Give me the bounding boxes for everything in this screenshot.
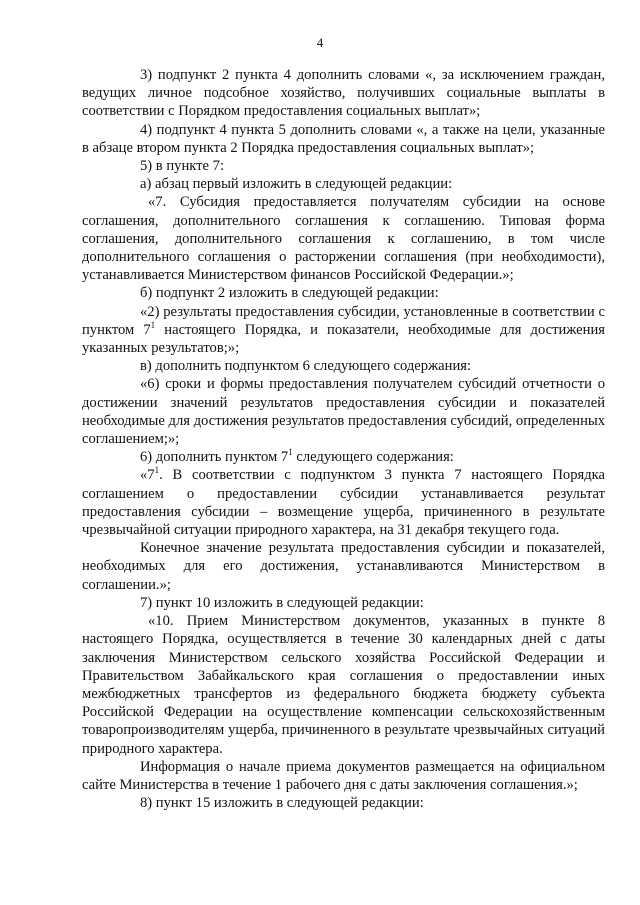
paragraph-information: Информация о начале приема документов размещается на официальном сайте Министерства в течение 1 рабочего дня с даты заключения соглашения.»; xyxy=(82,758,605,793)
quoted-subpoint-2-text: «2) результаты предоставления субсидии, установленные в соответствии с пунктом 7 xyxy=(82,303,605,338)
quoted-subpoint-2-text-end: настоящего Порядка, и показатели, необходимые для достижения указанных результатов;»; xyxy=(82,321,605,357)
page-number: 4 xyxy=(316,35,324,50)
paragraph-item-7: 7) пункт 10 изложить в следующей редакции: xyxy=(140,594,424,611)
quoted-subpoint-2 xyxy=(82,303,605,358)
quoted-point-7: «7. Субсидия предоставляется получателям субсидии на основе соглашения, дополнительного соглашения к соглашению. Типовая форма соглашения, дополнительного соглашения к соглашению, в том числе дополнительного соглашения о расторжении соглашения (при необходимости), устанавливается Министерством финансов Российской Федерации.»; xyxy=(82,194,605,284)
paragraph-item-8: 8) пункт 15 изложить в следующей редакции: xyxy=(140,795,424,812)
superscript: 1 xyxy=(154,465,160,476)
quoted-point-7-1-text: «7 xyxy=(140,467,155,484)
paragraph-item-3: 3) подпункт 2 пункта 4 дополнить словами «, за исключением граждан, ведущих личное подсобное хозяйство, получивших социальные выплаты в соответствии с Порядком предоставления социальных выплат»; xyxy=(82,67,605,120)
quoted-point-7-1 xyxy=(82,466,605,539)
paragraph-subitem-a: а) абзац первый изложить в следующей редакции: xyxy=(140,176,453,193)
quoted-subpoint-6: «6) сроки и формы предоставления получателем субсидий отчетности о достижении значений результатов предоставления субсидии и показателей необходимые для достижения результатов предоставления субсидий, определенных соглашением;»; xyxy=(82,376,605,448)
paragraph-item-6-text-end: следующего содержания: xyxy=(292,449,454,466)
paragraph-item-5: 5) в пункте 7: xyxy=(140,158,225,175)
document-body xyxy=(82,66,605,812)
paragraph-subitem-b: б) подпункт 2 изложить в следующей редакции: xyxy=(140,285,439,302)
superscript: 1 xyxy=(288,447,293,458)
paragraph-item-6-text: 6) дополнить пунктом 7 xyxy=(140,449,289,466)
superscript: 1 xyxy=(150,319,156,330)
paragraph-subitem-v: в) дополнить подпунктом 6 следующего содержания: xyxy=(140,358,472,375)
quoted-point-7-1-text-end: . В соответствии с подпунктом 3 пункта 7 настоящего Порядка соглашением о предоставлении субсидии устанавливается результат предоставления субсидии – возмещение ущерба, причиненного в результате чрезвычайной ситуации природного характера, на 31 декабря текущего года. xyxy=(82,467,605,539)
quoted-point-10: «10. Прием Министерством документов, указанных в пункте 8 настоящего Порядка, осуществляется в течение 30 календарных дней с даты заключения Министерством сельского хозяйства Российской Федерации и Правительством Забайкальского края соглашения о предоставлении иных межбюджетных трансфертов из федерального бюджета бюджету субъекта Российской Федерации на осуществление компенсации сельскохозяйственным товаропроизводителям ущерба, причиненного в результате чрезвычайных ситуаций природного характера. xyxy=(82,613,605,757)
paragraph-item-4: 4) подпункт 4 пункта 5 дополнить словами «, а также на цели, указанные в абзаце втором пункта 2 Порядка предоставления социальных выплат»; xyxy=(82,121,605,156)
paragraph-final-value: Конечное значение результата предоставления субсидии и показателей, необходимых для его достижения, устанавливаются Министерством в соглашении.»; xyxy=(82,540,605,593)
paragraph-item-6 xyxy=(82,448,605,466)
